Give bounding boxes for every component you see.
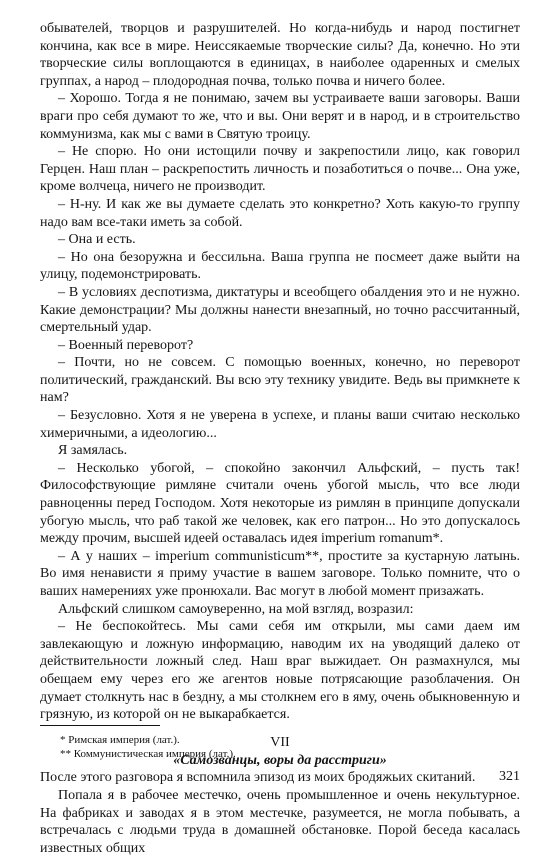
- paragraph-7: – В условиях деспотизма, диктатуры и всеобщего обалдения это и не нужно. Какие демонстрации? Мы должны нанести внезапный, но точно рассчитанный, смертельный удар.: [40, 284, 520, 336]
- footnotes: [60, 733, 236, 761]
- paragraphs-top: [40, 20, 520, 724]
- paragraph-6: – Но она безоружна и бессильна. Ваша группа не посмеет даже выйти на улицу, подемонстрировать.: [40, 249, 520, 283]
- footnote-1: * Римская империя (лат.).: [60, 734, 180, 746]
- paragraph-14: Альфский слишком самоуверенно, на мой взгляд, возразил:: [58, 601, 414, 617]
- paragraph-after-chapter-2: Попала я в рабочее местечко, очень промышленное и очень некультурное. На фабриках и заводах я в этом местечке, разумеется, не могла побывать, а встречалась с людьми труда в домашней обстановке. Порой беседа касалась известных общих: [40, 787, 520, 856]
- paragraph-1: обывателей, творцов и разрушителей. Но когда-нибудь и народ постигнет кончина, как все в мире. Неиссякаемые творческие силы? Да, конечно. Но эти творческие силы воплощаются в единицах, в наиболее одаренных и смелых группах, а народ – плодородная почва, только почва и ничего более.: [40, 21, 520, 89]
- paragraph-9: – Почти, но не совсем. С помощью военных, конечно, но переворот политический, гражданский. Вы всю эту технику увидите. Ведь вы примкнете к нам?: [40, 355, 520, 406]
- paragraphs-bottom: [40, 769, 520, 857]
- paragraph-5: – Она и есть.: [58, 232, 136, 248]
- footnote-2: ** Коммунистическая империя (лат.).: [60, 748, 236, 760]
- paragraph-after-chapter-1: После этого разговора я вспомнила эпизод из моих бродяжьих скитаний.: [40, 770, 476, 786]
- main-text: [40, 20, 520, 857]
- paragraph-3: – Не спорю. Но они истощили почву и закрепостили лицо, как говорил Герцен. Наш план – раскрепостить личность и позаботиться о почве... Она уже, кроме волчеца, ничего не производит.: [40, 144, 520, 195]
- paragraph-11: Я замялась.: [58, 443, 128, 459]
- paragraph-12: – Несколько убогой, – спокойно закончил Альфский, – пусть так! Философствующие римляне считали очень убогой мысль, что все люди равноценны перед Господом. Хотя некоторые из римлян в принципе допускали убогую мысль, что раб такой же человек, как его патрон... Но это допускалось между прочим, высшей идеей оставалась идея imperium romanum*.: [40, 460, 520, 547]
- chapter-number: VII: [270, 734, 290, 750]
- paragraph-10: – Безусловно. Хотя я не уверена в успехе, и планы ваши считаю несколько химеричными, а идеологию...: [40, 408, 520, 441]
- chapter-title: «Самозванцы, воры да расстриги»: [173, 752, 387, 768]
- paragraph-2: – Хорошо. Тогда я не понимаю, зачем вы устраиваете ваши заговоры. Ваши враги про себя думают то же, что и вы. Они верят и в народ, и в строительство коммунизма, как мы с вами в Святую троицу.: [40, 91, 520, 142]
- paragraph-8: – Военный переворот?: [58, 337, 194, 353]
- page-number: 321: [499, 769, 520, 784]
- footnote-divider: [40, 725, 160, 726]
- paragraph-4: – Н-ну. И как же вы думаете сделать это конкретно? Хоть какую-то группу надо вам все-таки иметь за собой.: [40, 196, 520, 230]
- paragraph-15: – Не беспокойтесь. Мы сами себя им открыли, мы сами даем им завлекающую и ложную информацию, наводим их на уводящий далеко от действительности ложный след. Наш враг выжидает. Он размахнулся, мы обещаем ему через его же агентов новые потрясающие разоблачения. Он думает столкнуть нас в бездну, а мы столкнем его в яму, очень обыкновенную и грязную, из которой он не выкарабкается.: [40, 619, 520, 723]
- paragraph-13: – А у наших – imperium communisticum**, простите за кустарную латынь. Во имя ненависти я приму участие в вашем заговоре. Только помните, что о ваших намерениях уже пронюхали. Вас могут в любой момент призажать.: [40, 548, 520, 599]
